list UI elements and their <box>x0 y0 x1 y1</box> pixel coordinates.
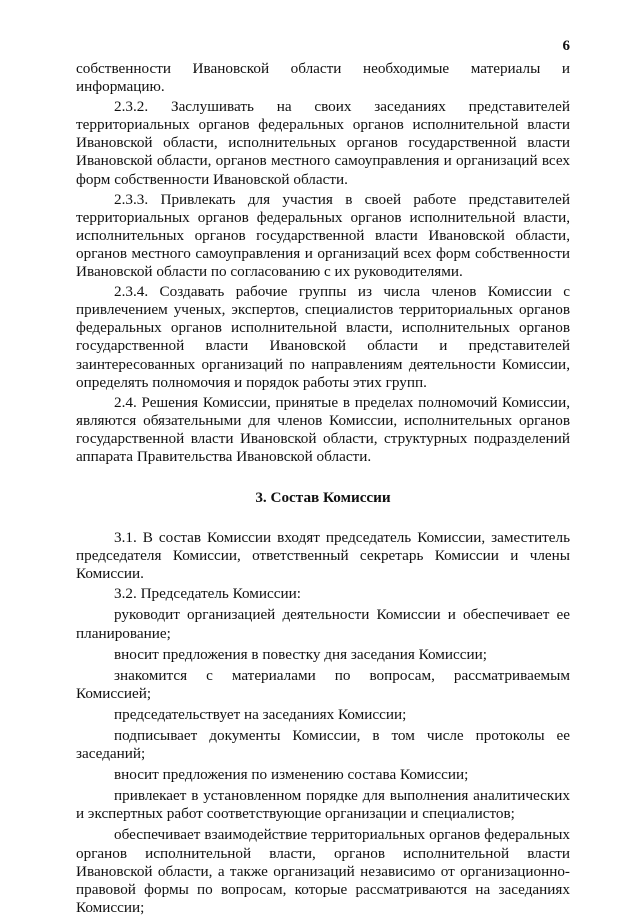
list-item: вносит предложения по изменению состава Комиссии; <box>114 766 469 784</box>
list-item: знакомится с материалами по вопросам, рассматриваемым Комиссией; <box>76 666 570 702</box>
section-heading: 3. Состав Комиссии <box>255 489 391 507</box>
document-body <box>76 60 570 917</box>
list-item: подписывает документы Комиссии, в том числе протоколы ее заседаний; <box>76 727 570 763</box>
paragraph-2-3-2: 2.3.2. Заслушивать на своих заседаниях представителей территориальных органов федеральных органов исполнительной власти Ивановской области, исполнительных органов государственной власти Ивановской области, органов местного самоуправления и организаций всех форм собственности Ивановской области. <box>76 98 570 188</box>
list-item: вносит предложения в повестку дня заседания Комиссии; <box>114 645 487 663</box>
paragraph-2-4: 2.4. Решения Комиссии, принятые в пределах полномочий Комиссии, являются обязательными для членов Комиссии, исполнительных органов государственной власти Ивановской области, структурных подразделений аппарата Правительства Ивановской области. <box>76 393 570 465</box>
paragraph-3-1: 3.1. В состав Комиссии входят председатель Комиссии, заместитель председателя Комиссии, ответственный секретарь Комиссии и члены Комиссии. <box>76 529 570 583</box>
list-item: председательствует на заседаниях Комиссии; <box>114 705 407 723</box>
paragraph-2-3-4: 2.3.4. Создавать рабочие группы из числа членов Комиссии с привлечением ученых, экспертов, специалистов территориальных органов федеральных органов исполнительной власти, исполнительных органов государственной власти Ивановской области и представителей заинтересованных организаций по направлениям деятельности Комиссии, определять полномочия и порядок работы этих групп. <box>76 283 570 391</box>
paragraph-2-3-3: 2.3.3. Привлекать для участия в своей работе представителей территориальных органов федеральных органов исполнительной власти, исполнительных органов государственной власти Ивановской области, органов местного самоуправления и организаций всех форм собственности Ивановской области по согласованию с их руководителями. <box>76 190 570 281</box>
paragraph-continuation: собственности Ивановской области необходимые материалы и информацию. <box>76 60 570 96</box>
list-item: привлекает в установленном порядке для выполнения аналитических и экспертных работ соответствующие организации и специалистов; <box>76 787 570 823</box>
list-item: руководит организацией деятельности Комиссии и обеспечивает ее планирование; <box>76 606 570 642</box>
paragraph-3-2: 3.2. Председатель Комиссии: <box>114 585 302 603</box>
page-number: 6 <box>562 38 570 54</box>
list-item: обеспечивает взаимодействие территориальных органов федеральных органов исполнительной власти, органов исполнительной власти Ивановской области, а также организаций независимо от организационно-правовой формы по вопросам, которые рассматриваются на заседаниях Комиссии; <box>76 826 570 916</box>
